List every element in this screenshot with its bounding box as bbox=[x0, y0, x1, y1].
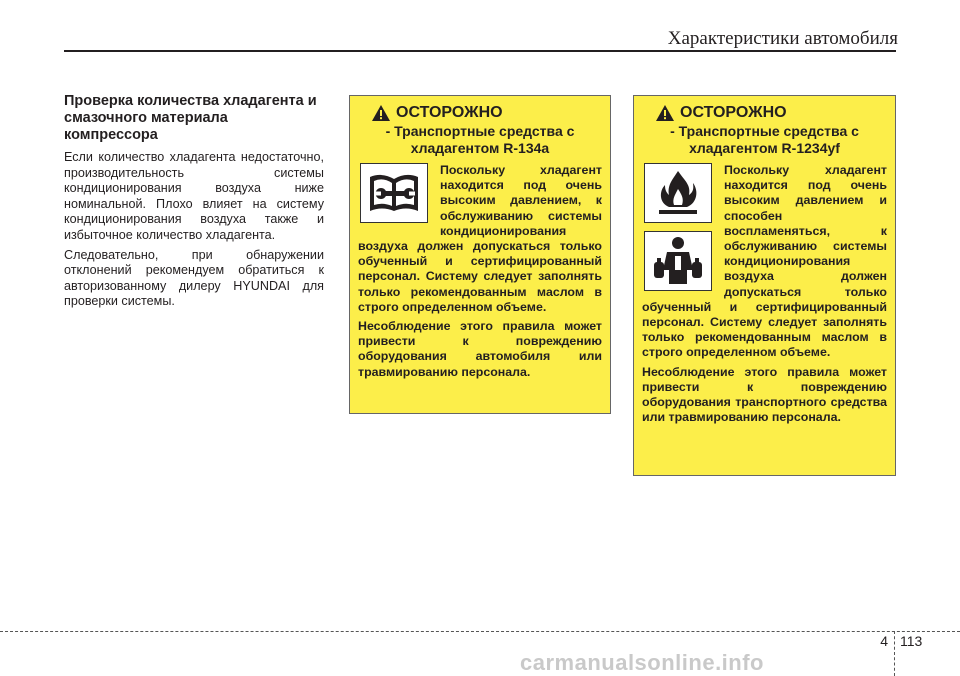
warning-title-row bbox=[358, 104, 602, 122]
warning-note: Несоблюдение этого правила может привести к повреждению оборудования транспортного средства или травмированию персонала. bbox=[642, 364, 887, 425]
warning-triangle-icon bbox=[372, 105, 390, 121]
page-header-title: Характеристики автомобиля bbox=[667, 28, 898, 49]
section-paragraph-1: Если количество хладагента недостаточно, производительность системы кондиционирования воздуха ниже номинальной. Плохо влияет на систему кондиционирования воздуха также и избыточное количество хладагента. bbox=[64, 150, 324, 242]
footer-rule bbox=[0, 631, 960, 632]
warning-box-r1234yf bbox=[633, 95, 896, 476]
watermark: carmanualsonline.info bbox=[520, 650, 764, 675]
main-section bbox=[64, 93, 324, 314]
warning-subtitle: - Транспортные средства с хладагентом R-134a bbox=[385, 123, 575, 156]
warning-body: Поскольку хладагент находится под очень высоким давлением и способен воспламеняться, к обслуживанию системы кондиционирования воздуха должен допускаться только обученный и сертифицированный персонал. Систему следует заполнять только рекомендованным маслом в строго определенном объеме. bbox=[642, 163, 887, 360]
warning-title-row bbox=[642, 104, 887, 122]
warning-title: ОСТОРОЖНО bbox=[680, 104, 787, 121]
chapter-number: 4 bbox=[880, 633, 888, 649]
section-paragraph-2: Следовательно, при обнаружении отклонений рекомендуем обратиться к авторизованному дилеру HYUNDAI для проверки системы. bbox=[64, 247, 324, 309]
warning-subtitle: - Транспортные средства с хладагентом R-1234yf bbox=[670, 123, 859, 156]
header-rule bbox=[64, 50, 896, 52]
warning-title: ОСТОРОЖНО bbox=[396, 104, 503, 121]
section-heading: Проверка количества хладагента и смазочного материала компрессора bbox=[64, 93, 317, 143]
warning-box-r134a bbox=[349, 95, 611, 414]
page-number: 113 bbox=[900, 633, 923, 649]
flammable-icon bbox=[644, 163, 712, 223]
footer-separator bbox=[894, 631, 895, 676]
warning-note: Несоблюдение этого правила может привести к повреждению оборудования автомобиля или травмированию персонала. bbox=[358, 319, 602, 379]
warning-triangle-icon bbox=[656, 105, 674, 121]
warning-body: Поскольку хладагент находится под очень высоким давлением, к обслуживанию системы кондиционирования воздуха должен допускаться только обученный и сертифицированный персонал. Систему следует заполнять только рекомендованным маслом в строго определенном объеме. bbox=[358, 163, 602, 314]
technician-icon bbox=[644, 231, 712, 291]
manual-wrench-icon bbox=[360, 163, 428, 223]
